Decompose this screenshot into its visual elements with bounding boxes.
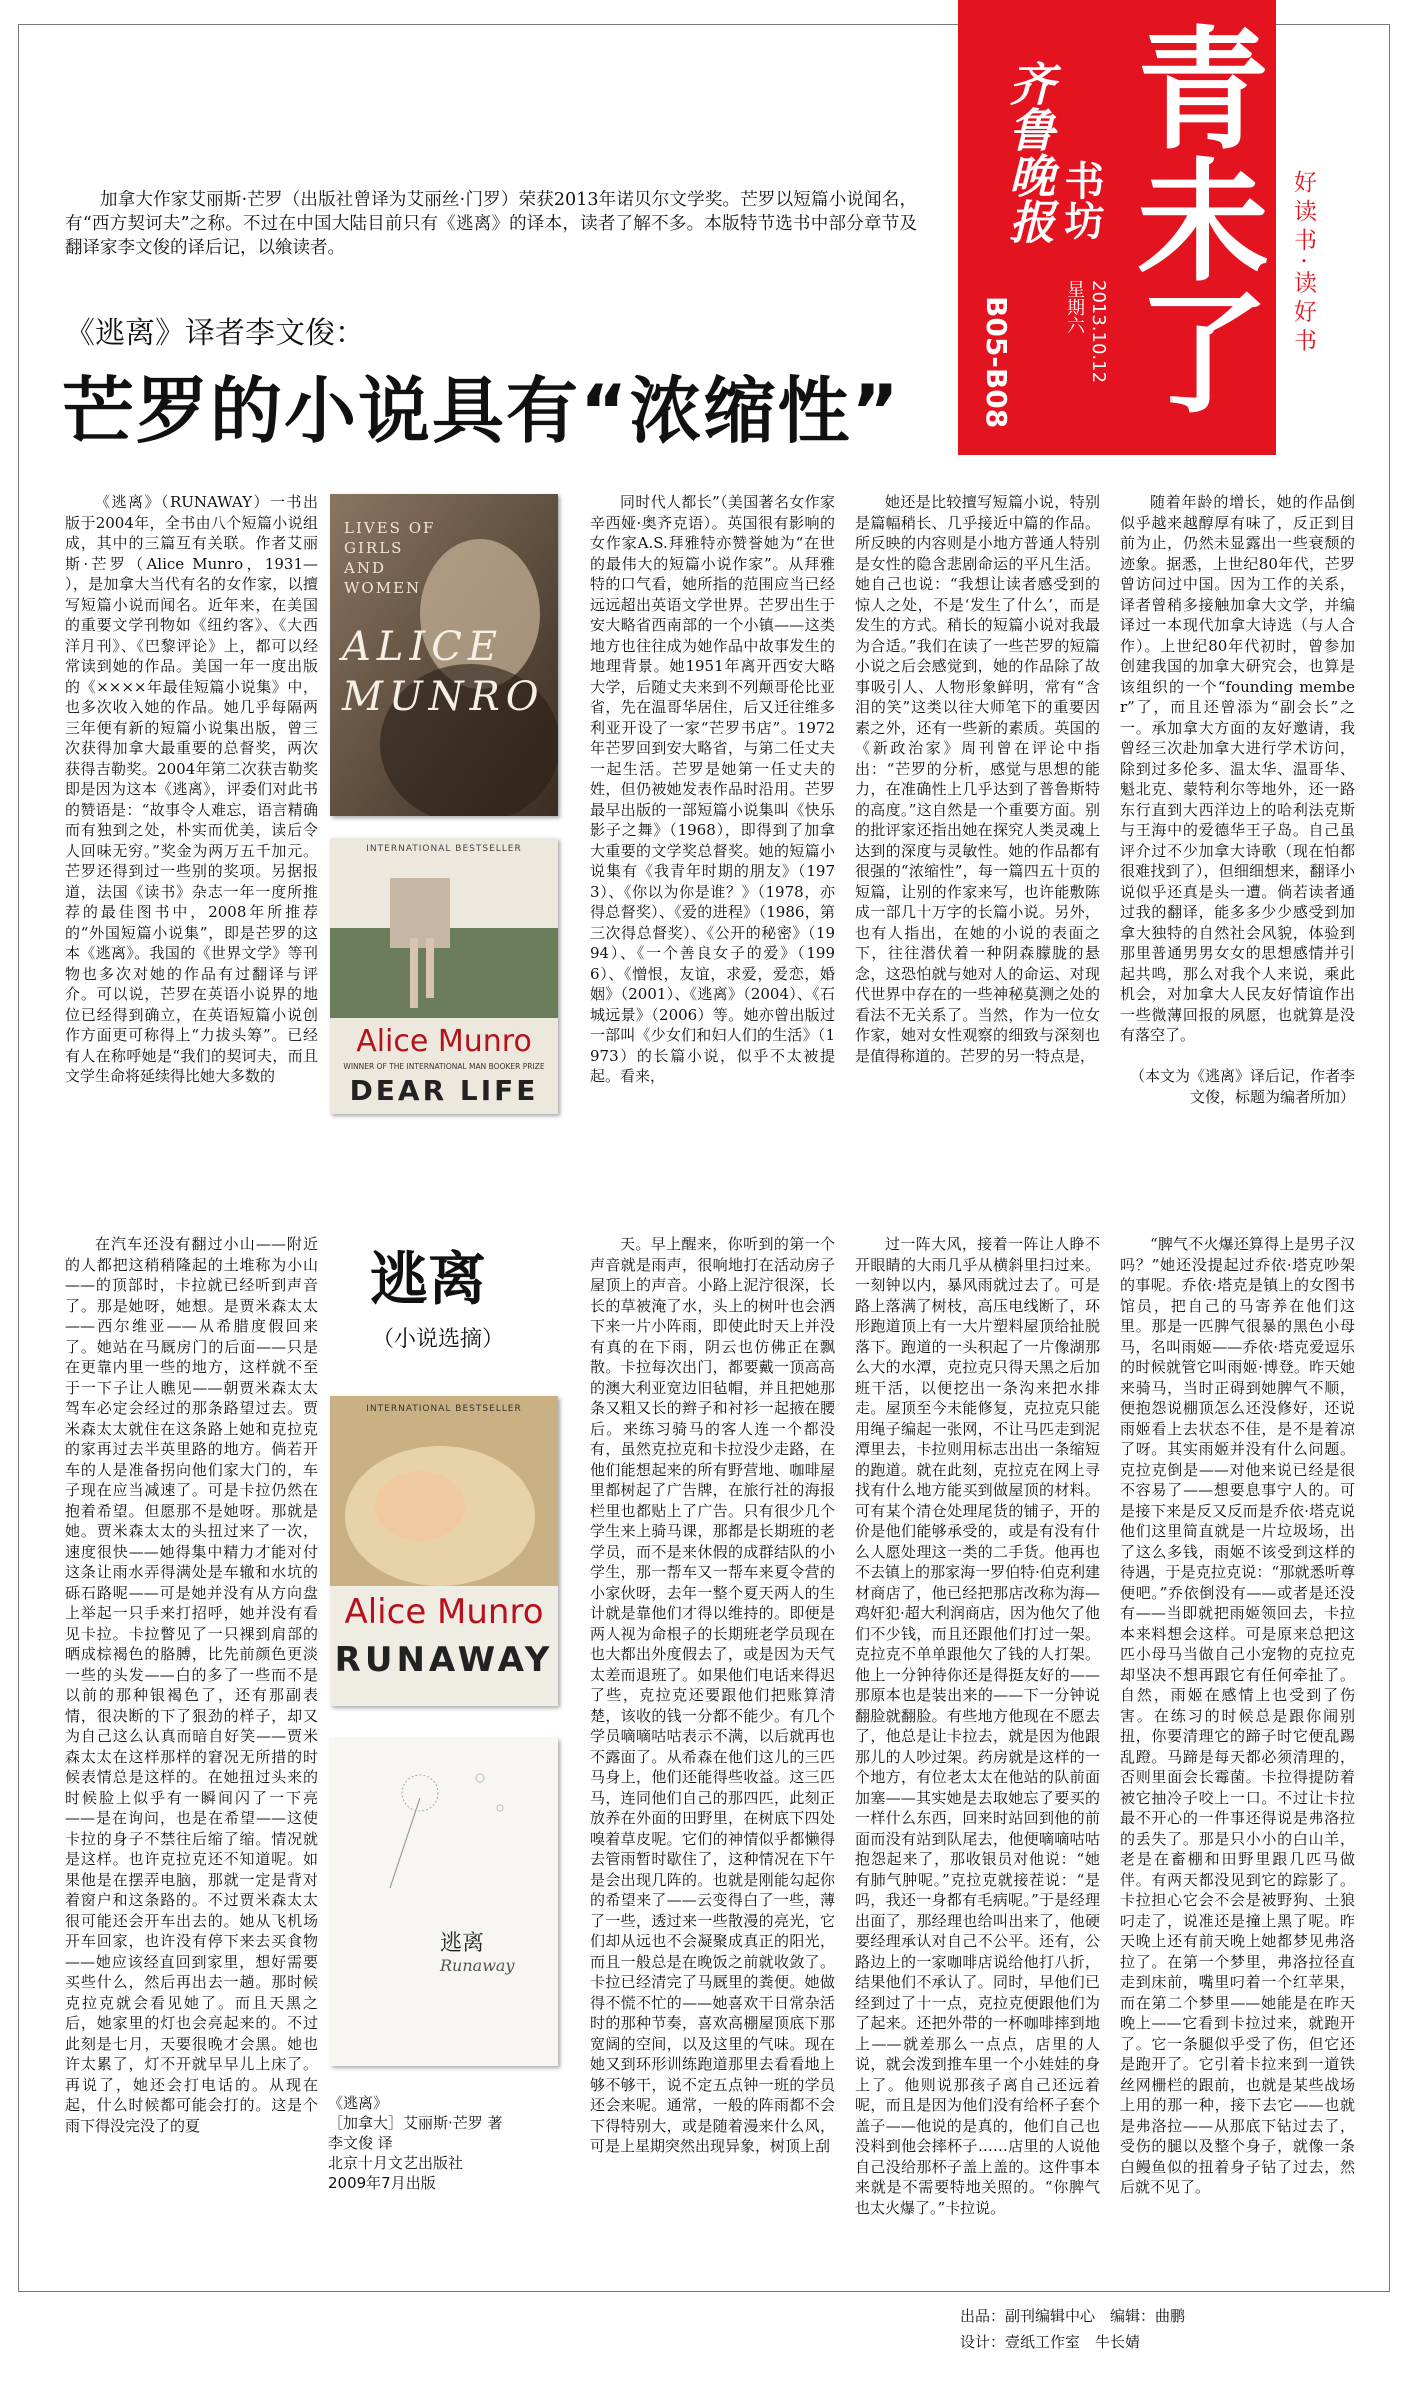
cover3-title: RUNAWAY [334,1640,554,1680]
issue-date: 2013.10.12 [1088,280,1109,384]
caption-author: ［加拿大］艾丽斯·芒罗 著 [328,2114,503,2132]
cover1-author-line2: MUNRO [342,674,545,720]
cover2-banner: INTERNATIONAL BESTSELLER [366,844,522,854]
caption-publisher: 北京十月文艺出版社 [328,2154,464,2172]
cover1-title-line2: GIRLS [344,539,404,557]
article2-subtitle: （小说选摘） [372,1327,505,1352]
article2-col4-text: “脾气不火爆还算得上是男子汉吗？”她还没提起过乔依·塔克吵架的事呢。乔依·塔克是镇上的女图书馆员，把自己的马寄养在他们这里。那是一匹脾气很暴的黑色小母马，名叫雨姬——乔依·塔克爱逗乐的时候就管它叫雨姬·博登。昨天她来骑马，当时正碍到她脾气不顺，便抱怨说棚顶怎么还没修好，还说雨姬看上去状态不佳，是不是着凉了呀。其实雨姬并没有什么问题。克拉克倒是——对他来说已经是很不容易了——想要息事宁人的。可是接下来是反又反而是乔依·塔克说他们这里简直就是一片垃圾场，出了这么多钱，雨姬不该受到这样的待遇，于是克拉克说：“那就悉听尊便吧。”乔依倒没有——或者是还没有——当即就把雨姬领回去，卡拉本来料想会这样。可是原来总把这匹小母马当做自己小宠物的克拉克却坚决不想再跟它有任何牵扯了。自然，雨姬在感情上也受到了伤害。在练习的时候总是跟你闹别扭，你要清理它的蹄子时它便乱踢乱蹬。马蹄是每天都必须清理的，否则里面会长霉菌。卡拉得提防着被它抽冷子咬上一口。不过让卡拉最不开心的一件事还得说是弗洛拉的丢失了。那是只小小的白山羊，老是在畜棚和田野里跟几匹马做伴。有两天都没见到它的踪影了。卡拉担心它会不会是被野狗、土狼叼走了，说准还是撞上黑了呢。昨天晚上还有前天晚上她都梦见弗洛拉了。在第一个梦里，弗洛拉径直走到床前，嘴里叼着一个红苹果，而在第二个梦里——她能是在昨天晚上——它看到卡拉过来，就跑开了。它一条腿似乎受了伤，但它还是跑开了。它引着卡拉来到一道铁丝网栅栏的跟前，也就是某些战场上用的那一种，接下去它——也就是弗洛拉——从那底下钻过去了，受伤的腿以及整个身子，就像一条白鳗鱼似的扭着身子钻了过去，然后就不见了。 [1120,1235,1355,2196]
article1-col4-text: 随着年龄的增长，她的作品倒似乎越来越醇厚有味了，反正到目前为止，仍然未显露出一些衰颓的迹象。据悉，上世纪80年代，芒罗曾访问过中国。因为工作的关系，译者曾稍多接触加拿大文学，并编译过一本现代加拿大诗选（与人合作）。上世纪80年代初时，曾参加创建我国的加拿大研究会，也算是该组织的一个“founding member”了，而且还曾添为“副会长”之一。承加拿大方面的友好邀请，我曾经三次赴加拿大进行学术访问，除到过多伦多、温太华、温哥华、魁北克、蒙特利尔等地外，还一路东行直到大西洋边上的哈利法克斯与王海中的爱德华王子岛。自己虽评介过不少加拿大诗歌（现在怕都很难找到了），但细细想来，翻译小说似乎还真是头一遭。倘若读者通过我的翻译，能多多少少感受到加拿大独特的自然社会风貌，体验到那里普通男男女女的思想感情并引起共鸣，那么对我个人来说，乘此机会，对加拿大人民友好情谊作出一些微薄回报的夙愿，也就算是没有落空了。 [1120,493,1355,1044]
article2-column-3 [855,1234,1100,2260]
article1-headline: 芒罗的小说具有“浓缩性” [62,369,901,453]
book-cover-runaway [330,1396,558,1706]
article1-column-4 [1120,492,1355,1067]
cover1-title-line3: AND [344,559,386,577]
cover2-author: Alice Munro [356,1024,532,1059]
intro-paragraph: 加拿大作家艾丽斯·芒罗（出版社曾译为艾丽丝·门罗）荣获2013年诺贝尔文学奖。芒罗以短篇小说闻名，有“西方契诃夫”之称。不过在中国大陆目前只有《逃离》的译本，读者了解不多。本版特节选书中部分章节及翻译家李文俊的译后记，以飨读者。 [65,190,917,258]
cover1-title-line1: LIVES OF [344,519,436,537]
cover-dandelion-art [330,1738,558,2066]
article2-col2-text: 天。早上醒来，你听到的第一个声音就是雨声，很响地打在活动房子屋顶上的声音。小路上泥泞很深，长长的草被淹了水，头上的树叶也会洒下来一片小阵雨，即使此时天上并没有真的在下雨，阴云也仿佛正在飘散。卡拉每次出门，都要戴一顶高高的澳大利亚宽边旧毡帽，并且把她那条又粗又长的辫子和衬衫一起掖在腰后。来练习骑马的客人连一个都没有，虽然克拉克和卡拉没少走路，在他们能想起来的所有野营地、咖啡屋里都树起了广告牌，在旅行社的海报栏里也都贴上了广告。只有很少几个学生来上骑马课，那都是长期班的老学员，而不是来休假的成群结队的小学生，那一帮车又一帮车来夏令营的小家伙呀，去年一整个夏天两人的生计就是靠他们才得以维持的。即便是两人视为命根子的长期班老学员现在也大都出外度假去了，或是因为天气太差而退班了。如果他们电话来得迟了些，克拉克还要跟他们把账算清楚，该收的钱一分都不能少。有几个学员嘀嘀咕咕表示不满，以后就再也不露面了。从希森在他们这儿的三匹马身上，他们还能得些收益。这三匹马，连同他们自己的那四匹，此刻正放养在外面的田野里，在树底下四处嗅着草皮呢。它们的神情似乎都懒得去管雨暂时歇住了，这种情况在下午是会出现几阵的。也就是刚能勾起你的希望来了——云变得白了一些，薄了一些，透过来一些散漫的亮光，它们却从远也不会凝聚成真正的阳光，而且一般总是在晚饭之前就收敛了。卡拉已经清完了马厩里的粪便。她做得不慌不忙的——她喜欢干日常杂活时的那种节奏，喜欢高棚屋顶底下那宽阔的空间，以及这里的气味。现在她又到环形训练跑道那里去看看地上够不够干，说不定五点钟一班的学员还会来呢。通常，一般的阵雨都不会下得特别大，或是随着漫来什么风，可是上星期突然出现异象，树顶上刮 [590,1235,835,2155]
article1-column-2 [590,492,835,1114]
weekday: 星期六 [1064,280,1085,334]
article2-title: 逃离 [370,1245,487,1313]
caption-date: 2009年7月出版 [328,2174,436,2192]
caption-translator: 李文俊 译 [328,2134,393,2152]
article1-column-3 [855,492,1100,1114]
article2-col1-text: 在汽车还没有翻过小山——附近的人都把这稍稍隆起的土堆称为小山——的顶部时，卡拉就已经听到声音了。那是她呀，她想。是贾米森太太——西尔维亚——从希腊度假回来了。她站在马厩房门的后面——只是在更靠内里一些的地方，这样就不至于一下子让人瞧见——朝贾米森太太驾车必定会经过的那条路望过去。贾米森太太就住在这条路上她和克拉克的家再过去半英里路的地方。倘若开车的人是准备拐向他们家大门的，车子现在应当减速了。可是卡拉仍然在抱着希望。但愿那不是她呀。那就是她。贾米森太太的头扭过来了一次，速度很快——她得集中精力才能对付这条让雨水弄得满处是车辙和水坑的砾石路呢——可是她并没有从方向盘上举起一只手来打招呼，她并没有看见卡拉。卡拉瞥见了一只裸到肩部的晒成棕褐色的胳膊，比先前颜色更淡一些的头发——白的多了一些而不是以前的那种银褐色了，还有那副表情，很决断的下了狠劲的样子，却又为自己这么认真而暗自好笑——贾米森太太在这样那样的窘况无所措的时候表情总是这样的。在她扭过头来的时候脸上似乎有一瞬间闪了一下亮——是在询问，也是在希望——这使卡拉的身子不禁往后缩了缩。情况就是这样。也许克拉克还不知道呢。如果他是在摆弄电脑，那就一定是背对着窗户和这条路的。不过贾米森太太很可能还会开车出去的。她从飞机场开车回家，也许没有停下来去买食物——她应该经直回到家里，想好需要买些什么，然后再出去一趟。那时候克拉克就会看见她了。而且天黑之后，她家里的灯也会亮起来的。不过此刻是七月，天要很晚才会黑。她也许太累了，灯不开就早早儿上床了。再说了，她还会打电话的。从现在起，什么时候都可能会打的。这是个雨下得没完没了的夏 [65,1235,318,2135]
cover2-award: WINNER OF THE INTERNATIONAL MAN BOOKER PRIZE [343,1062,545,1071]
column-name: 书坊 [1058,160,1104,240]
book-cover-chinese-edition [330,1738,558,2066]
footer-credit-producer: 出品：副刊编辑中心 编辑：曲鹏 [960,2307,1186,2325]
section-title: 青未了 [1114,20,1268,416]
book-cover-lives-of-girls [330,494,558,816]
book-caption [328,2093,558,2193]
tagline: 好读书·读好书 [1290,170,1316,358]
cover1-author-line1: ALICE [342,624,504,670]
book-cover-dear-life [330,838,558,1114]
caption-title: 《逃离》 [328,2094,389,2112]
article1-col2-text: 同时代人都长”（美国著名女作家辛西娅·奥齐克语）。英国很有影响的女作家A.S.拜雅特亦赞誉她为“在世的最伟大的短篇小说作家”。从拜雅特的口气看，她所指的范围应当已经远远超出英语文学世界。芒罗出生于安大略省西南部的一个小镇——这类地方也往往成为她作品中故事发生的地理背景。她1951年离开西安大略大学，后随丈夫来到不列颠哥伦比亚省，先在温哥华居住，后又迁往维多利亚开设了一家“芒罗书店”。1972年芒罗回到安大略省，与第二任丈夫一起生活。芒罗是她第一任丈夫的姓，但仍被她发表作品时沿用。芒罗最早出版的一部短篇小说集叫《快乐影子之舞》（1968），即得到了加拿大重要的文学奖总督奖。她的短篇小说集有《我青年时期的朋友》（1973）、《你以为你是谁？》（1978，亦得总督奖）、《爱的进程》（1986，第三次得总督奖）、《公开的秘密》（1994）、《一个善良女子的爱》（1996）、《憎恨，友谊，求爱，爱恋，婚姻》（2001）、《逃离》（2004）、《石城远景》（2006）等。她亦曾出版过一部叫《少女们和妇人们的生活》（1973）的长篇小说，似乎不太被提起。看来， [590,493,835,1085]
cover3-banner: INTERNATIONAL BESTSELLER [366,1404,522,1414]
article2-column-2 [590,1234,835,2260]
newspaper-logo: 齐鲁晚报 [1002,60,1056,244]
article2-col3-text: 过一阵大风，接着一阵让人睁不开眼睛的大雨几乎从横斜里扫过来。一刻钟以内，暴风雨就过去了。可是路上落满了树枝，高压电线断了，环形跑道顶上有一大片塑料屋顶给扯脱落下。跑道的一头积起了一片像湖那么大的水潭，克拉克只得天黑之后加班干活，以便挖出一条沟来把水排走。屋顶至今未能修复，克拉克只能用绳子编起一张网，不让马匹走到泥潭里去，卡拉则用标志出出一条缩短的跑道。就在此刻，克拉克在网上寻找有什么地方能买到做屋顶的材料。可有某个清仓处理尾货的铺子，开的价是他们能够承受的，或是有没有什么人愿处理这一类的二手货。他再也不去镇上的那家海一罗伯特·伯克利建材商店了，他已经把那店改称为海—鸡奸犯·超大利润商店，因为他欠了他们不少钱，而且还跟他们打过一架。克拉克不单单跟他欠了钱的人打架。他上一分钟待你还是得挺友好的——那原本也是装出来的——下一分钟说翻脸就翻脸。有些地方他现在不愿去了，他总是让卡拉去，就是因为他跟那儿的人吵过架。药房就是这样的一个地方，有位老太太在他站的队前面加塞——其实她是去取她忘了要买的一样什么东西，回来时站回到他的前面而没有站到队尾去，他便嘀嘀咕咕抱怨起来了，那收银员对他说：“她有肺气肿呢。”克拉克就接茬说：“是吗，我还一身都有毛病呢。”于是经理出面了，那经理也给叫出来了，他硬要经理承认对自己不公平。还有，公路边上的一家咖啡店说给他打八折，结果他们不承认了。同时，早他们已经到过了十一点，克拉克便跟他们为了起来。还把外带的一杯咖啡摔到地上——就差那么一点点，店里的人说，就会泼到推车里一个小娃娃的身上了。他则说那孩子离自己还远着呢，而且是因为他们没有给杯子套个盖子——他说的是真的，他们自己也没料到他会摔杯子……店里的人说他自己没给那杯子盖上盖的。这件事本来就是不需要特地关照的。“你脾气也太火爆了。”卡拉说。 [855,1235,1100,2217]
cover1-title-line4: WOMEN [344,579,422,597]
article1-subtitle: 《逃离》译者李文俊： [65,316,365,351]
cover-girl-on-wall-art [330,838,558,1114]
article1-source-note: （本文为《逃离》译后记，作者李文俊，标题为编者所加） [1129,1067,1355,1106]
article1-column-1 [65,492,318,1114]
cover2-title: DEAR LIFE [349,1074,539,1107]
cover3-author: Alice Munro [344,1592,544,1632]
cover4-title-en: Runaway [440,1956,515,1975]
article2-column-1 [65,1234,318,2260]
article2-column-4 [1120,1234,1355,2260]
cover4-title-cn: 逃离 [440,1931,485,1956]
article1-col3-text: 她还是比较擅写短篇小说，特别是篇幅稍长、几乎接近中篇的作品。所反映的内容则是小地方普通人特别是女性的隐含悲剧命运的平凡生活。她自己也说：“我想让读者感受到的惊人之处，不是‘发生了什么’，而是发生的方式。稍长的短篇小说对我最为合适。”我们在读了一些芒罗的短篇小说之后会感觉到，她的作品除了故事吸引人、人物形象鲜明，常有“含泪的笑”这类以往大师笔下的重要因素之外，还有一些新的素质。英国的《新政治家》周刊曾在评论中指出：“芒罗的分析，感觉与思想的能力，在准确性上几乎达到了普鲁斯特的高度。”这自然是一个重要方面。别的批评家还指出她在探究人类灵魂上达到的深度与灵敏性。她的作品都有很强的“浓缩性”，每一篇四五十页的短篇，让别的作家来写，也许能敷陈成一部几十万字的长篇小说。另外，也有人指出，在她的小说的表面之下，往往潜伏着一种阴森朦胧的悬念，这恐怕就与她对人的命运、对现代世界中存在的一些神秘莫测之处的看法不无关系了。当然，作为一位女作家，她对女性观察的细致与深刻也是值得称道的。芒罗的另一特点是， [855,493,1100,1065]
page-range: B05-B08 [980,296,1013,429]
footer-credit-design: 设计：壹纸工作室 牛长婧 [960,2333,1141,2351]
article1-col1-text: 《逃离》（RUNAWAY）一书出版于2004年，全书由八个短篇小说组成，其中的三篇互有关联。作者艾丽斯·芒罗（Alice Munro，1931— ），是加拿大当代有名的女作家，以擅写短篇小说而闻名。近年来，在美国的重要文学刊物如《纽约客》、《大西洋月刊》、《巴黎评论》上，都可以经常读到她的作品。美国一年一度出版的《××××年最佳短篇小说集》中，也多次收入她的作品。她几乎每隔两三年便有新的短篇小说集出版，曾三次获得加拿大最重要的总督奖，两次获得吉勒奖。2004年第二次获吉勒奖即是因为这本《逃离》，评委们对此书的赞语是：“故事令人难忘，语言精确而有独到之处，朴实而优美，读后令人回味无穷。”奖金为两万五千加元。芒罗还得到过一些别的奖项。另据报道，法国《读书》杂志一年一度所推荐的最佳图书中，2008年所推荐的“外国短篇小说集”，即是芒罗的这本《逃离》。我国的《世界文学》等刊物也多次对她的作品有过翻译与评介。可以说，芒罗在英语小说界的地位已经得到确立，在英语短篇小说创作方面更可称得上“力拔头筹”。已经有人在称呼她是“我们的契诃夫，而且文学生命将延续得比她大多数的 [65,493,318,1085]
